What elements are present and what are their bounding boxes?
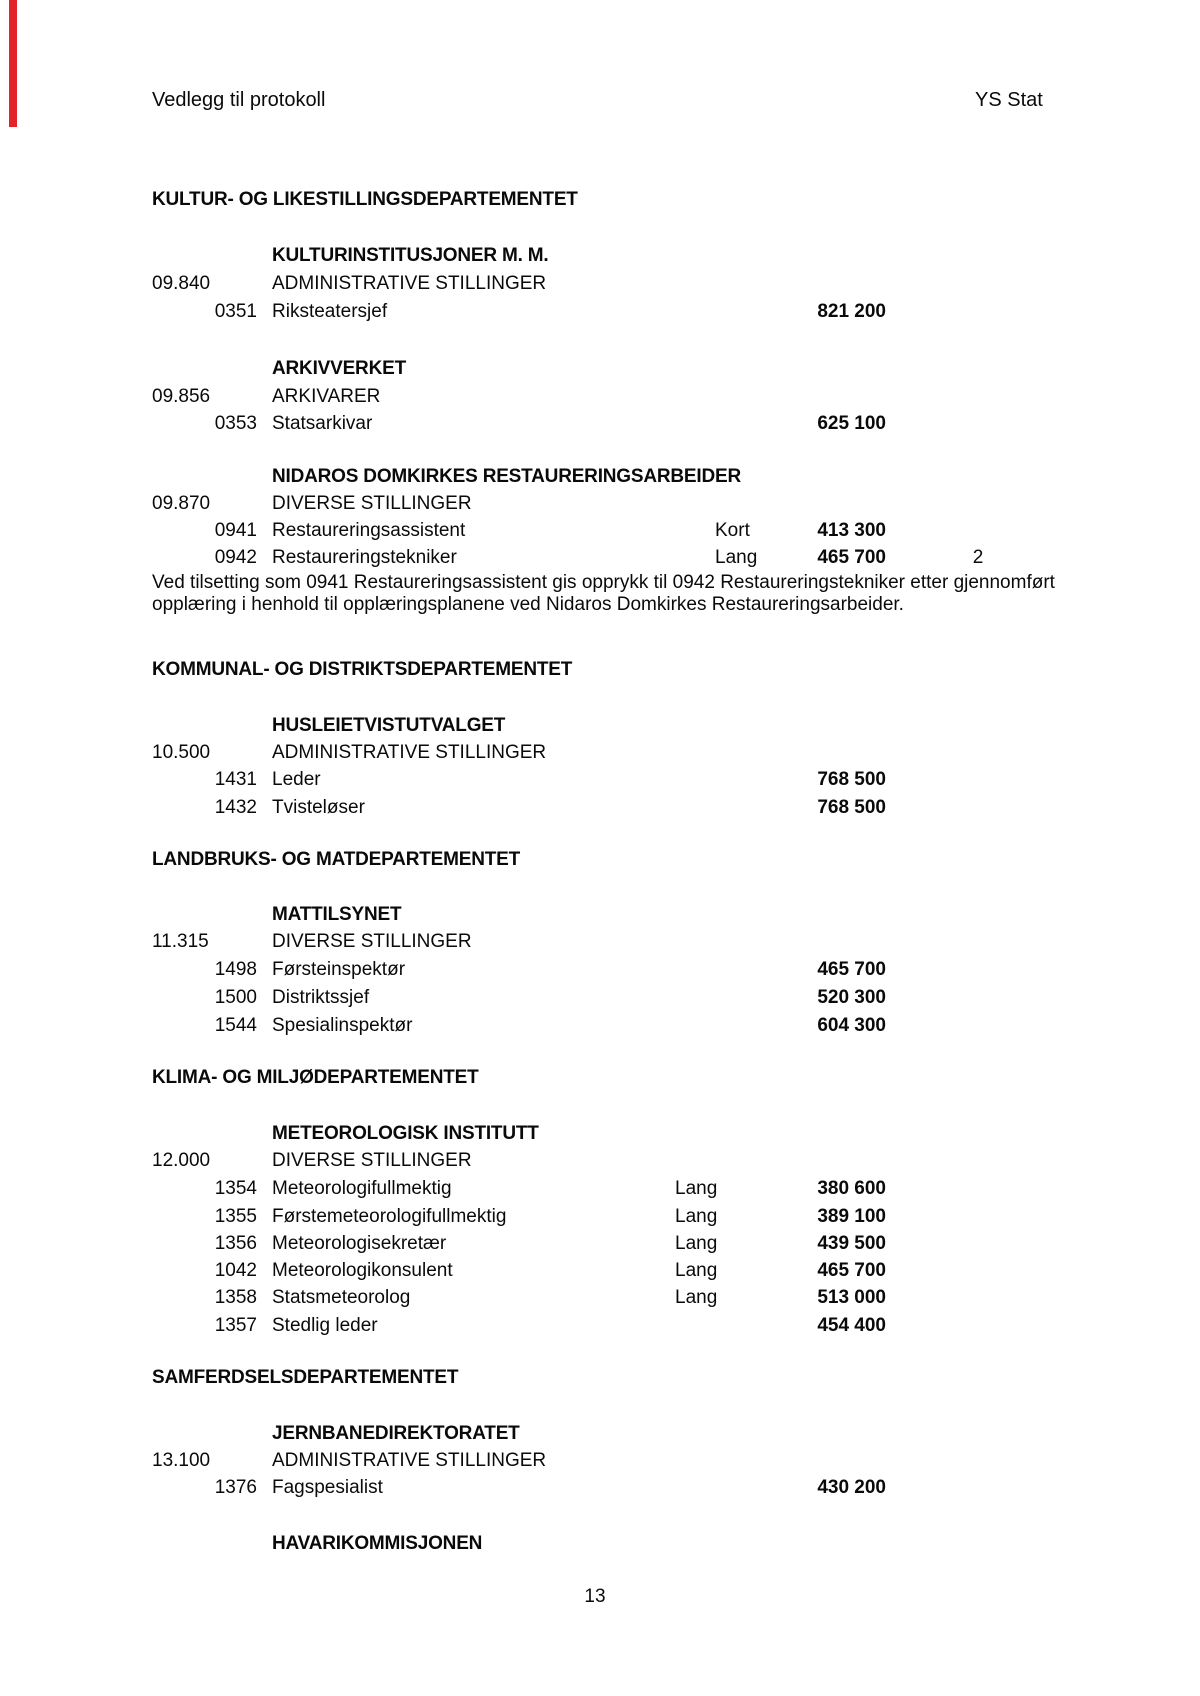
span-type: Lang	[675, 1260, 718, 1281]
institution-heading: MATTILSYNET	[272, 904, 402, 925]
footnote-ref	[886, 768, 1070, 792]
chapter-code: 12.000	[152, 1150, 211, 1171]
salary-value: 413 300	[817, 520, 886, 541]
position-row	[152, 519, 1070, 543]
chapter-code: 09.870	[152, 493, 211, 514]
category-label: ADMINISTRATIVE STILLINGER	[272, 1450, 547, 1471]
span-type	[675, 412, 783, 436]
span-type	[675, 768, 783, 792]
category-row	[152, 492, 1070, 516]
category-row	[152, 1149, 1070, 1173]
position-code: 1355	[214, 1206, 257, 1227]
position-code: 1500	[214, 987, 257, 1008]
span-type	[675, 1014, 783, 1038]
footnote-ref	[886, 519, 1070, 543]
salary-value: 768 500	[817, 769, 886, 790]
institution-row	[152, 903, 1070, 927]
department-heading: LANDBRUKS- OG MATDEPARTEMENTET	[152, 849, 520, 870]
chapter-code: 10.500	[152, 742, 211, 763]
footnote-ref	[886, 412, 1070, 436]
position-code: 1498	[214, 959, 257, 980]
span-type: Lang	[715, 547, 758, 568]
category-row	[152, 385, 1070, 409]
footnote-ref	[886, 300, 1070, 324]
position-code: 0942	[214, 547, 257, 568]
footnote-ref	[886, 1259, 1070, 1283]
category-row	[152, 741, 1070, 765]
position-title: Meteorologifullmektig	[272, 1178, 452, 1199]
institution-row	[152, 465, 1070, 489]
position-code: 0353	[214, 413, 257, 434]
position-code: 1357	[214, 1315, 257, 1336]
footnote-ref	[886, 1205, 1070, 1229]
position-code: 1431	[214, 769, 257, 790]
department-heading: KULTUR- OG LIKESTILLINGSDEPARTEMENTET	[152, 189, 578, 210]
position-title: Tvisteløser	[272, 797, 365, 818]
footnote-ref	[886, 1476, 1070, 1500]
position-title: Distriktssjef	[272, 987, 370, 1008]
position-title: Førsteinspektør	[272, 959, 406, 980]
span-type	[675, 1476, 783, 1500]
span-type: Lang	[675, 1178, 718, 1199]
position-row	[152, 1286, 1070, 1310]
position-row	[152, 796, 1070, 820]
salary-value: 625 100	[817, 413, 886, 434]
chapter-code: 11.315	[152, 931, 209, 952]
footnote-ref	[886, 1177, 1070, 1201]
position-row	[152, 768, 1070, 792]
span-type: Lang	[675, 1206, 718, 1227]
salary-value: 513 000	[817, 1287, 886, 1308]
span-type	[675, 796, 783, 820]
footnote-text: Ved tilsetting som 0941 Restaureringsassistent gis opprykk til 0942 Restaureringstekniker etter gjennomført opplæring i henhold til opplæringsplanene ved Nidaros Domkirkes Restaureringsarbeider.	[152, 572, 1055, 615]
footnote-ref: 2	[972, 547, 984, 568]
span-type: Lang	[675, 1233, 718, 1254]
category-label: DIVERSE STILLINGER	[272, 1150, 472, 1171]
institution-row	[152, 1532, 1070, 1556]
position-code: 1354	[214, 1178, 257, 1199]
position-title: Meteorologikonsulent	[272, 1260, 453, 1281]
position-row	[152, 1232, 1070, 1256]
header-right: YS Stat	[975, 89, 1043, 111]
position-code: 1376	[214, 1477, 257, 1498]
scan-edge-mark	[9, 0, 17, 127]
salary-value: 439 500	[817, 1233, 886, 1254]
salary-value: 380 600	[817, 1178, 886, 1199]
institution-row	[152, 357, 1070, 381]
category-label: ADMINISTRATIVE STILLINGER	[272, 742, 547, 763]
position-title: Restaureringsassistent	[272, 520, 466, 541]
position-title: Fagspesialist	[272, 1477, 383, 1498]
category-label: ADMINISTRATIVE STILLINGER	[272, 273, 547, 294]
chapter-code: 13.100	[152, 1450, 211, 1471]
position-row	[152, 300, 1070, 324]
position-title: Spesialinspektør	[272, 1015, 413, 1036]
page-number: 13	[584, 1586, 606, 1607]
position-title: Stedlig leder	[272, 1315, 378, 1336]
position-row	[152, 1259, 1070, 1283]
salary-value: 821 200	[817, 301, 886, 322]
position-title: Riksteatersjef	[272, 301, 388, 322]
position-row	[152, 958, 1070, 982]
position-code: 1544	[214, 1015, 257, 1036]
department-heading: SAMFERDSELSDEPARTEMENTET	[152, 1367, 459, 1388]
institution-heading: HAVARIKOMMISJONEN	[272, 1533, 483, 1554]
institution-row	[152, 714, 1070, 738]
institution-row	[152, 1122, 1070, 1146]
salary-value: 465 700	[817, 959, 886, 980]
salary-value: 454 400	[817, 1315, 886, 1336]
footnote-ref	[886, 986, 1070, 1010]
position-row	[152, 1205, 1070, 1229]
position-code: 0941	[214, 520, 257, 541]
footnote-ref	[886, 1286, 1070, 1310]
position-title: Statsarkivar	[272, 413, 373, 434]
salary-value: 430 200	[817, 1477, 886, 1498]
institution-heading: METEOROLOGISK INSTITUTT	[272, 1123, 539, 1144]
position-title: Restaureringstekniker	[272, 547, 457, 568]
position-row	[152, 1177, 1070, 1201]
footnote-ref	[886, 796, 1070, 820]
institution-heading: NIDAROS DOMKIRKES RESTAURERINGSARBEIDER	[272, 466, 741, 487]
category-label: DIVERSE STILLINGER	[272, 493, 472, 514]
category-row	[152, 272, 1070, 296]
category-label: ARKIVARER	[272, 386, 381, 407]
institution-heading: ARKIVVERKET	[272, 358, 406, 379]
salary-value: 520 300	[817, 987, 886, 1008]
position-code: 1358	[214, 1287, 257, 1308]
span-type: Lang	[675, 1287, 718, 1308]
position-title: Meteorologisekretær	[272, 1233, 447, 1254]
institution-heading: HUSLEIETVISTUTVALGET	[272, 715, 506, 736]
salary-value: 465 700	[817, 1260, 886, 1281]
footnote-ref	[886, 1014, 1070, 1038]
header-left: Vedlegg til protokoll	[152, 89, 326, 111]
position-title: Leder	[272, 769, 321, 790]
institution-row	[152, 244, 1070, 268]
chapter-code: 09.856	[152, 386, 211, 407]
department-heading: KOMMUNAL- OG DISTRIKTSDEPARTEMENTET	[152, 659, 573, 680]
salary-value: 465 700	[817, 547, 886, 568]
category-row	[152, 1449, 1070, 1473]
position-code: 1432	[214, 797, 257, 818]
chapter-code: 09.840	[152, 273, 211, 294]
category-row	[152, 930, 1070, 954]
span-type	[675, 986, 783, 1010]
span-type	[675, 300, 783, 324]
institution-heading: KULTURINSTITUSJONER M. M.	[272, 245, 549, 266]
footnote-ref	[886, 1314, 1070, 1338]
position-row	[152, 412, 1070, 436]
position-row	[152, 986, 1070, 1010]
institution-heading: JERNBANEDIREKTORATET	[272, 1423, 520, 1444]
span-type: Kort	[715, 520, 750, 541]
salary-value: 768 500	[817, 797, 886, 818]
position-title: Førstemeteorologifullmektig	[272, 1206, 507, 1227]
category-label: DIVERSE STILLINGER	[272, 931, 472, 952]
position-title: Statsmeteorolog	[272, 1287, 411, 1308]
position-row	[152, 1476, 1070, 1500]
position-code: 1356	[214, 1233, 257, 1254]
institution-row	[152, 1422, 1070, 1446]
position-code: 0351	[214, 301, 257, 322]
position-code: 1042	[214, 1260, 257, 1281]
position-row	[152, 1314, 1070, 1338]
salary-value: 389 100	[817, 1206, 886, 1227]
span-type	[675, 958, 783, 982]
salary-value: 604 300	[817, 1015, 886, 1036]
footnote-ref	[886, 1232, 1070, 1256]
position-row	[152, 1014, 1070, 1038]
span-type	[675, 1314, 783, 1338]
position-row	[152, 546, 1070, 570]
footnote-ref	[886, 958, 1070, 982]
department-heading: KLIMA- OG MILJØDEPARTEMENTET	[152, 1067, 479, 1088]
